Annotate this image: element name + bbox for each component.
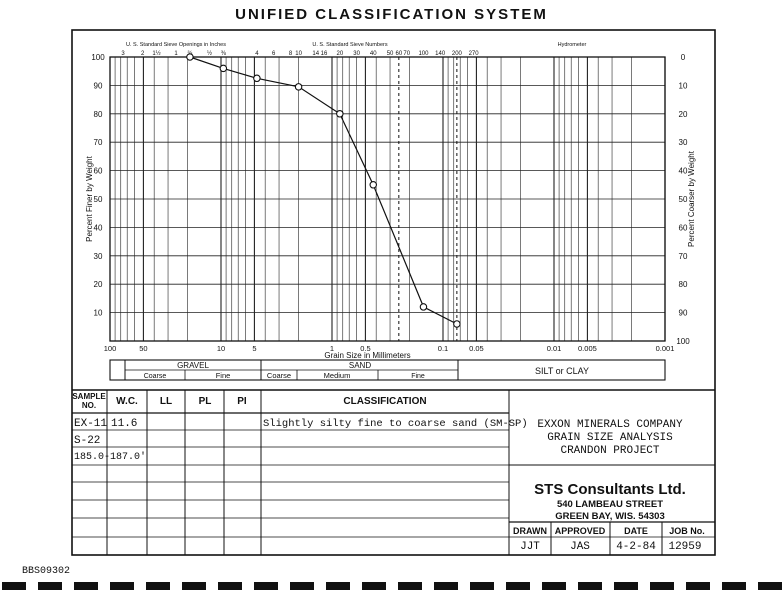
strip-block bbox=[686, 582, 710, 590]
y-tick-label: 20 bbox=[93, 280, 103, 290]
strip-block bbox=[38, 582, 62, 590]
firm-name: STS Consultants Ltd. bbox=[534, 481, 686, 498]
strip-block bbox=[182, 582, 206, 590]
strip-block bbox=[470, 582, 494, 590]
row1-wc: 11.6 bbox=[111, 418, 138, 430]
data-point bbox=[295, 84, 301, 90]
drawn-label: DRAWN bbox=[513, 526, 547, 536]
strip-block bbox=[110, 582, 134, 590]
y2-tick-label: 0 bbox=[680, 53, 686, 62]
strip-block bbox=[434, 582, 458, 590]
top-sieve-tick: 50 bbox=[386, 51, 394, 57]
x-tick-label: 0.001 bbox=[655, 344, 675, 353]
y-tick-label: 50 bbox=[93, 195, 103, 204]
x-axis-title: Grain Size in Millimeters bbox=[324, 351, 411, 360]
y2-tick-label: 80 bbox=[678, 280, 688, 290]
y2-axis-title: Percent Coarser by Weight bbox=[687, 151, 696, 247]
header-pl: PL bbox=[198, 396, 212, 407]
project-line2: GRAIN SIZE ANALYSIS bbox=[547, 432, 673, 444]
drawn-value: JJT bbox=[520, 541, 540, 553]
strip-block bbox=[362, 582, 386, 590]
y2-tick-label: 20 bbox=[678, 109, 688, 119]
strip-block bbox=[506, 582, 530, 590]
header-pi: PI bbox=[237, 396, 247, 407]
footer-code: BBS09302 bbox=[22, 566, 71, 577]
date-label: DATE bbox=[624, 526, 648, 536]
header-ll: LL bbox=[159, 396, 173, 407]
x-tick-label: 50 bbox=[139, 344, 148, 353]
top-sieve-tick: 8 bbox=[288, 51, 293, 57]
y2-tick-label: 100 bbox=[676, 337, 690, 346]
strip-block bbox=[218, 582, 242, 590]
y2-tick-label: 60 bbox=[678, 223, 688, 233]
y-tick-label: 80 bbox=[93, 109, 103, 119]
top-sieve-tick: 16 bbox=[320, 51, 328, 57]
x-tick-label: 1 bbox=[329, 344, 335, 353]
strip-block bbox=[758, 582, 782, 590]
band-gravel: GRAVEL bbox=[177, 361, 209, 370]
y2-tick-label: 90 bbox=[678, 308, 688, 318]
top-sieve-tick: 40 bbox=[369, 51, 377, 57]
x-tick-label: 0.005 bbox=[578, 344, 597, 353]
row3-sample: 185.0-187.0' bbox=[74, 452, 147, 463]
band-coarse-gravel: Coarse bbox=[143, 373, 167, 380]
firm-city: GREEN BAY, WIS. 54303 bbox=[555, 511, 665, 522]
top-sieve-tick: 6 bbox=[272, 51, 276, 57]
approved-label: APPROVED bbox=[554, 526, 606, 536]
y-tick-label: 70 bbox=[93, 138, 103, 148]
strip-block bbox=[146, 582, 170, 590]
top-hydro-title: Hydrometer bbox=[557, 42, 587, 48]
top-sieve-tick: 4 bbox=[255, 51, 259, 57]
firm-street: 540 LAMBEAU STREET bbox=[556, 499, 664, 510]
data-point bbox=[187, 54, 193, 60]
top-sieve-tick: 30 bbox=[353, 51, 360, 57]
header-sample: SAMPLE NO. bbox=[72, 392, 106, 410]
data-point bbox=[454, 321, 460, 327]
microfilm-strip bbox=[0, 581, 783, 591]
top-sieve-tick: 100 bbox=[418, 51, 429, 57]
top-sieve-tick: 200 bbox=[451, 51, 462, 57]
y2-tick-label: 30 bbox=[678, 138, 688, 148]
row1-classification: Slightly silty fine to coarse sand (SM-SP) bbox=[263, 418, 528, 430]
y-tick-label: 90 bbox=[93, 81, 103, 91]
strip-block bbox=[2, 582, 26, 590]
top-inch-tick: 1 bbox=[174, 51, 178, 57]
strip-block bbox=[578, 582, 602, 590]
top-sieve-tick: 20 bbox=[336, 51, 344, 57]
strip-block bbox=[398, 582, 422, 590]
y2-tick-label: 70 bbox=[678, 251, 688, 261]
band-silt-clay: SILT or CLAY bbox=[534, 366, 590, 376]
top-sieve-tick: 140 bbox=[435, 51, 446, 57]
top-sieve-tick: 70 bbox=[403, 51, 411, 57]
project-line3: CRANDON PROJECT bbox=[560, 445, 660, 457]
strip-block bbox=[290, 582, 314, 590]
project-line1: EXXON MINERALS COMPANY bbox=[537, 419, 683, 431]
top-sieve-tick: 270 bbox=[468, 51, 479, 57]
data-point bbox=[337, 111, 343, 117]
outer-frame bbox=[72, 30, 715, 555]
y2-tick-label: 50 bbox=[678, 195, 688, 204]
y-tick-label: 30 bbox=[93, 251, 103, 261]
data-point bbox=[420, 304, 426, 310]
data-point bbox=[220, 65, 226, 71]
page-title: UNIFIED CLASSIFICATION SYSTEM bbox=[235, 6, 548, 23]
top-inches-title: U. S. Standard Sieve Openings in Inches bbox=[126, 42, 226, 48]
band-fine-sand: Fine bbox=[411, 373, 425, 380]
y-tick-label: 10 bbox=[93, 308, 103, 318]
top-inch-tick: ½ bbox=[206, 51, 212, 57]
strip-block bbox=[74, 582, 98, 590]
strip-block bbox=[542, 582, 566, 590]
header-classification: CLASSIFICATION bbox=[343, 396, 427, 407]
top-inch-tick: ⅜ bbox=[220, 51, 226, 57]
x-tick-label: 10 bbox=[216, 344, 226, 353]
band-coarse-sand: Coarse bbox=[266, 371, 292, 380]
y-tick-label: 100 bbox=[91, 53, 105, 62]
row1-sample: EX-11 bbox=[74, 418, 108, 430]
data-point bbox=[254, 75, 260, 81]
strip-block bbox=[254, 582, 278, 590]
data-point bbox=[370, 182, 376, 188]
job-label: JOB No. bbox=[669, 526, 705, 536]
band-sand: SAND bbox=[348, 361, 372, 370]
strip-block bbox=[650, 582, 674, 590]
y2-tick-label: 40 bbox=[678, 166, 688, 176]
approved-value: JAS bbox=[570, 541, 590, 553]
x-tick-label: 5 bbox=[252, 344, 257, 353]
top-inch-tick: 3 bbox=[121, 51, 125, 57]
band-medium-sand: Medium bbox=[323, 371, 351, 380]
y-axis-title: Percent Finer by Weight bbox=[85, 156, 94, 242]
top-inch-tick: 2 bbox=[140, 51, 145, 57]
x-tick-label: 0.01 bbox=[546, 344, 562, 353]
strip-block bbox=[722, 582, 746, 590]
y-tick-label: 40 bbox=[93, 223, 103, 233]
top-sieve-tick: 60 bbox=[395, 51, 403, 57]
top-sieve-title: U. S. Standard Sieve Numbers bbox=[312, 42, 388, 48]
y2-tick-label: 10 bbox=[678, 81, 688, 91]
job-value: 12959 bbox=[668, 541, 702, 553]
header-wc: W.C. bbox=[116, 396, 138, 407]
x-tick-label: 0.5 bbox=[360, 344, 371, 353]
y-tick-label: 60 bbox=[93, 166, 103, 176]
row2-sample: S-22 bbox=[74, 435, 101, 447]
x-tick-label: 0.05 bbox=[469, 344, 484, 353]
top-sieve-tick: 10 bbox=[295, 51, 302, 57]
x-tick-label: 0.1 bbox=[437, 344, 449, 353]
top-inch-tick: 1½ bbox=[152, 51, 161, 57]
date-value: 4-2-84 bbox=[616, 541, 656, 553]
top-sieve-tick: 14 bbox=[312, 51, 320, 57]
x-tick-label: 100 bbox=[103, 344, 117, 353]
strip-block bbox=[326, 582, 350, 590]
strip-block bbox=[614, 582, 638, 590]
band-fine-gravel: Fine bbox=[215, 371, 231, 380]
